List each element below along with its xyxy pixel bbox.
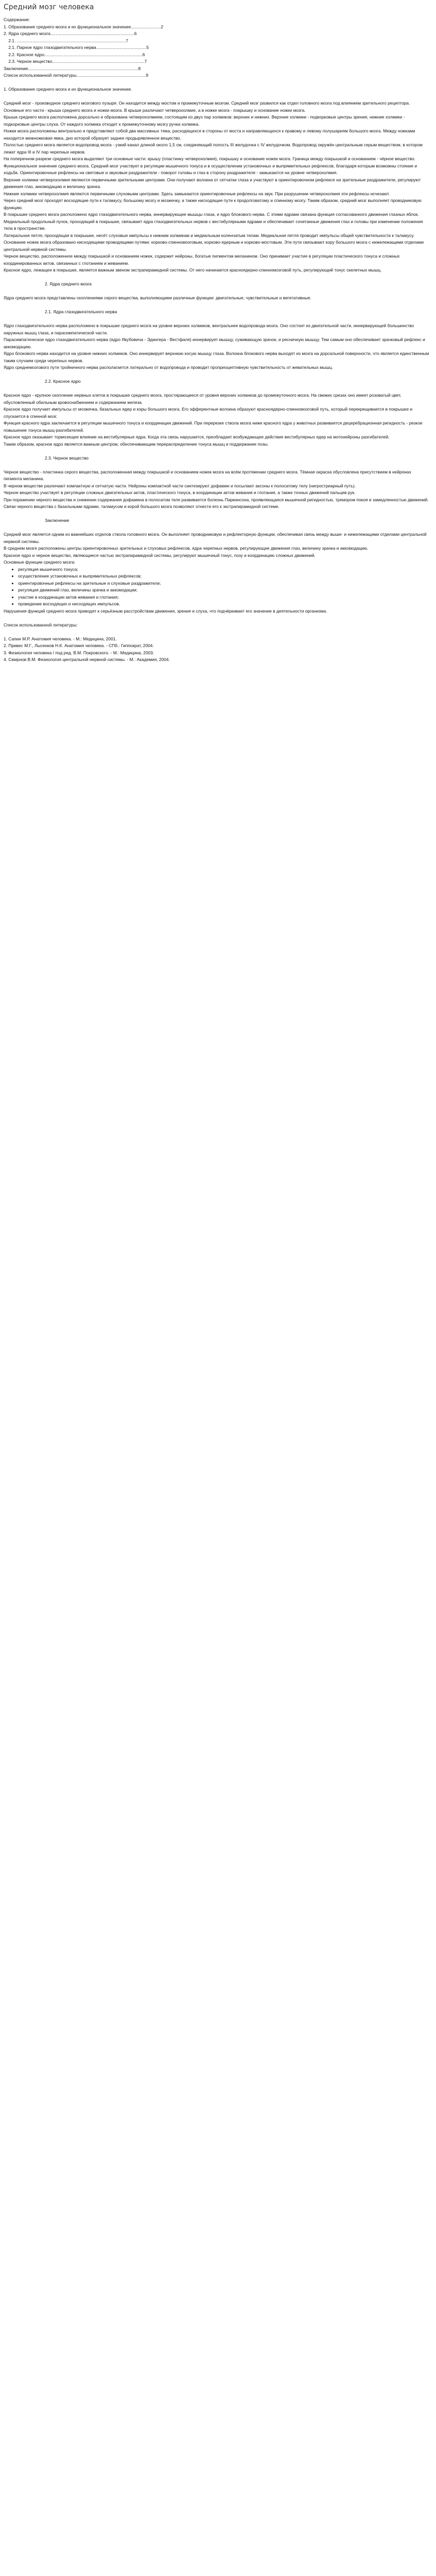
- reference-item: 2. Привес М.Г., Лысенков Н.К. Анатомия человека. - СПб.: Гиппократ, 2004.: [4, 643, 154, 648]
- table-of-contents: [4, 24, 430, 79]
- section-heading: 1. Образование среднего мозга и их функциональное значение.: [4, 87, 132, 92]
- paragraph: Красное ядро получает импульсы от мозжечка, базальных ядер и коры большого мозга. Его эфферентные волокна образуют красноядерно-спинномозговой путь, который перекрещивается в покрышке и спускается в спинной мозг.: [4, 406, 414, 419]
- paragraph: В среднем мозге расположены центры ориентировочных зрительных и слуховых рефлексов, ядра черепных нервов, регулирующие движения глаз, величину зрачка и аккомодацию.: [4, 546, 369, 551]
- list-item: • регуляция мышечного тонуса;: [18, 566, 430, 573]
- paragraph: На поперечном разрезе среднего мозга выделяют три основные части: крышу (пластинку четверохолмия), покрышку и основание ножек мозга. Граница между покрышкой и основанием - чёрное вещество.: [4, 156, 415, 161]
- section-heading: 2. Ядра среднего мозга: [45, 281, 92, 286]
- paragraph: Красное ядро - крупное скопление нервных клеток в покрышке среднего мозга, простирающееся от уровня верхних холмиков до промежуточного мозга. На свежих срезах оно имеет розоватый цвет, обусловленный обильным кровоснабжением и содержанием железа.: [4, 393, 403, 405]
- paragraph: Средний мозг - производное среднего мозгового пузыря. Он находится между мостом и промежуточным мозгом. Средний мозг развился как отдел головного мозга под влиянием зрительного рецептора. Основные его части - крыша среднего мозга и ножки мозга. В крыше различают четверохолмие, а в ножке мозга - покрышку и основание ножки мозга.: [4, 100, 411, 113]
- paragraph: Черное вещество - пластинка серого вещества, расположенная между покрышкой и основанием ножек мозга на всём протяжении среднего мозга. Тёмная окраска обусловлена присутствием в нейронах пигмента меланина.: [4, 469, 413, 481]
- toc-item: Заключение............................................................................................8: [4, 65, 141, 71]
- document-title: Средний мозг человека: [4, 3, 94, 11]
- document: [0, 0, 436, 674]
- list-item: • участие в координации актов жевания и глотания;: [18, 594, 430, 601]
- references-header: Список использованной литературы:: [4, 622, 78, 628]
- paragraph: Через средний мозг проходят восходящие пути к таламусу, большому мозгу и мозжечку, а также нисходящие пути к продолговатому и спинному мозгу. Таким образом, средний мозг выполняет проводниковую функцию.: [4, 198, 423, 210]
- section-heading: 2.3. Черное вещество: [45, 455, 89, 461]
- paragraph: Ножки мозга расположены вентрально и представляют собой два массивных тяжа, расходящихся в стороны от моста и направляющихся к правому и левому полушариям большого мозга. Между ножками находится межножковая ямка, дно которой образует заднее продырявленное вещество.: [4, 128, 416, 141]
- paragraph: Средний мозг является одним из важнейших отделов ствола головного мозга. Он выполняет проводниковую и рефлекторную функции, обеспечивая связь между выше- и нижележащими отделами центральной нервной системы.: [4, 532, 428, 544]
- section-nuclei: [4, 281, 430, 302]
- list-item: • ориентировочные рефлексы на зрительные и слуховые раздражители;: [18, 580, 430, 587]
- section-heading: 2.1. Ядра глазодвигательного нерва: [45, 309, 117, 314]
- paragraph: Функциональное значение среднего мозга. Средний мозг участвует в регуляции мышечного тонуса и в осуществлении установочных и выпрямительных рефлексов, благодаря которым возможны стояние и ходьба. Ориентировочные рефлексы на световые и звуковые раздражители - поворот головы и глаз в сторону раздражителя - замыкаются на уровне четверохолмия.: [4, 163, 418, 175]
- section-red-nucleus: [4, 378, 430, 448]
- section-formation: [4, 86, 430, 274]
- section-conclusion: [4, 517, 430, 615]
- paragraph: Таким образом, красное ядро является важным центром, обеспечивающим перераспределение тонуса мышц и поддержание позы.: [4, 441, 269, 447]
- paragraph: Черное вещество участвует в регуляции сложных двигательных актов, пластического тонуса, в координации актов жевания и глотания, а также точных движений пальцев рук.: [4, 490, 356, 495]
- paragraph: Красное ядро, лежащее в покрышке, является важным звеном экстрапирамидной системы. От него начинается красноядерно-спинномозговой путь, регулирующий тонус скелетных мышц.: [4, 267, 382, 273]
- reference-item: 1. Сапин М.Р. Анатомия человека. - М.: Медицина, 2001.: [4, 636, 117, 641]
- paragraph: Полостью среднего мозга является водопровод мозга - узкий канал длиной около 1,5 см, соединяющий полость III желудочка с IV желудочком. Водопровод окружён центральным серым веществом, в котором лежат ядра III и IV пар черепных нервов.: [4, 142, 424, 155]
- toc-item: 2.1. Парное ядро глазодвигательного нерва..........................................5: [4, 45, 149, 50]
- paragraph: Ядра среднего мозга представлены скоплениями серого вещества, выполняющими различные функции: двигательные, чувствительные и вегетативные.: [4, 295, 311, 300]
- reference-item: 3. Физиология человека / под ред. В.М. Покровского. - М.: Медицина, 2003.: [4, 650, 154, 655]
- paragraph: Связи черного вещества с базальными ядрами, таламусом и корой большого мозга позволяют отнести его к экстрапирамидной системе.: [4, 504, 280, 509]
- section-heading: 2.2. Красное ядро: [45, 379, 81, 384]
- paragraph: Ядро глазодвигательного нерва расположено в покрышке среднего мозга на уровне верхних холмиков, вентральнее водопровода мозга. Оно состоит из двигательной части, иннервирующей большинство наружных мышц глаза, и парасимпатической части.: [4, 323, 415, 335]
- list-item: • проведение восходящих и нисходящих импульсов.: [18, 601, 430, 608]
- list-item: • осуществление установочных и выпрямительных рефлексов;: [18, 573, 430, 580]
- toc-item: 2.2. Красное ядро..................................................................................6: [4, 52, 145, 57]
- section-references: [4, 622, 430, 664]
- paragraph: В черном веществе различают компактную и сетчатую части. Нейроны компактной части синтезируют дофамин и посылают аксоны к полосатому телу (нигростриарный путь).: [4, 483, 356, 488]
- paragraph: Медиальный продольный пучок, проходящий в покрышке, связывает ядра глазодвигательных нервов с вестибулярными ядрами и обеспечивает сочетанные движения глаз и головы при изменении положения тела в пространстве.: [4, 218, 424, 231]
- section-substantia-nigra: [4, 455, 430, 511]
- paragraph: Парасимпатическое ядро глазодвигательного нерва (ядро Якубовича - Эдингера - Вестфаля) иннервирует мышцу, суживающую зрачок, и ресничную мышцу. Тем самым оно обеспечивает зрачковый рефлекс и аккомодацию.: [4, 337, 427, 349]
- paragraph: В покрышке среднего мозга расположено ядро глазодвигательного нерва, иннервирующее мышцы глаза, и ядро блокового нерва. С этими ядрами связана функция согласованного движения глазных яблок.: [4, 212, 419, 217]
- paragraph: Нарушения функций среднего мозга приводят к серьёзным расстройствам движения, зрения и слуха, что подчёркивает его значение в деятельности организма.: [4, 608, 327, 614]
- reference-item: 4. Смирнов В.М. Физиология центральной нервной системы. - М.: Академия, 2004.: [4, 657, 170, 662]
- toc-item: 2. Ядра среднего мозга......................................................................6: [4, 31, 137, 36]
- list-item: • регуляция движений глаз, величины зрачка и аккомодации;: [18, 587, 430, 594]
- paragraph: Крыша среднего мозга расположена дорсально и образована четверохолмием, состоящим из двух пар холмиков: верхних и нижних. Верхние холмики - подкорковые центры зрения, нижние холмики - подкорковые центры слуха. От каждого холмика отходит к промежуточному мозгу ручка холмика.: [4, 114, 406, 127]
- paragraph: Верхние холмики четверохолмия являются первичными зрительными центрами. Они получают волокна от сетчатки глаза и участвуют в ориентировочном рефлексе на зрительные раздражители, регулируют движения глаз, аккомодацию и величину зрачка.: [4, 177, 422, 189]
- paragraph: Основные функции среднего мозга:: [4, 560, 76, 565]
- paragraph: Ядро блокового нерва находится на уровне нижних холмиков. Оно иннервирует верхнюю косую мышцу глаза. Волокна блокового нерва выходят из мозга на дорсальной поверхности, что является единственным таким случаем среди черепных нервов.: [4, 351, 430, 363]
- toc-item: 2.3. Черное вещество.............................................................................7: [4, 59, 147, 64]
- paragraph: Ядро среднемозгового пути тройничного нерва располагается латерально от водопровода и проводит проприоцептивную чувствительность от жевательных мышц.: [4, 365, 333, 370]
- function-list: [4, 566, 430, 608]
- contents-header: Содержание:: [4, 17, 30, 22]
- toc-item: Список использованной литературы..........................................................9: [4, 73, 149, 78]
- toc-item: 2.1. ...........................................................................................7: [4, 38, 129, 43]
- paragraph: Черное вещество, расположенное между покрышкой и основанием ножек, содержит нейроны, богатые пигментом меланином. Оно принимает участие в регуляции пластического тонуса и сложных координированных актов, связанных с глотанием и жеванием.: [4, 253, 401, 266]
- section-oculomotor-nuclei: [4, 309, 430, 371]
- section-heading: Заключение: [45, 518, 69, 523]
- paragraph: При поражении черного вещества и снижении содержания дофамина в полосатом теле развивается болезнь Паркинсона, проявляющаяся мышечной ригидностью, тремором покоя и замедленностью движений.: [4, 497, 429, 502]
- paragraph: Основание ножек мозга образовано нисходящими проводящими путями: корково-спинномозговым, корково-ядерным и корково-мостовым. Эти пути связывают кору большого мозга с нижележащими отделами центральной нервной системы.: [4, 240, 425, 252]
- toc-item: 1. Образование среднего мозга и их функциональное значение.........................2: [4, 24, 164, 29]
- paragraph: Функция красного ядра заключается в регуляции мышечного тонуса и координации движений. При перерезке ствола мозга ниже красного ядра у животных развивается децеребрационная ригидность - резкое повышение тонуса мышц-разгибателей.: [4, 420, 424, 433]
- paragraph: Нижние холмики четверохолмия являются первичными слуховыми центрами. Здесь замыкаются ориентировочные рефлексы на звук. При разрушении четверохолмия эти рефлексы исчезают.: [4, 191, 390, 196]
- paragraph: Латеральная петля, проходящая в покрышке, несёт слуховые импульсы к нижним холмикам и медиальным коленчатым телам. Медиальная петля проводит импульсы общей чувствительности к таламусу.: [4, 232, 414, 238]
- paragraph: Красное ядро и черное вещество, являющиеся частью экстрапирамидной системы, регулируют мышечный тонус, позу и координацию сложных движений.: [4, 552, 316, 558]
- paragraph: Красное ядро оказывает тормозящее влияние на вестибулярные ядра. Когда эта связь нарушается, преобладает возбуждающее действие вестибулярных ядер на мотонейроны разгибателей.: [4, 434, 390, 439]
